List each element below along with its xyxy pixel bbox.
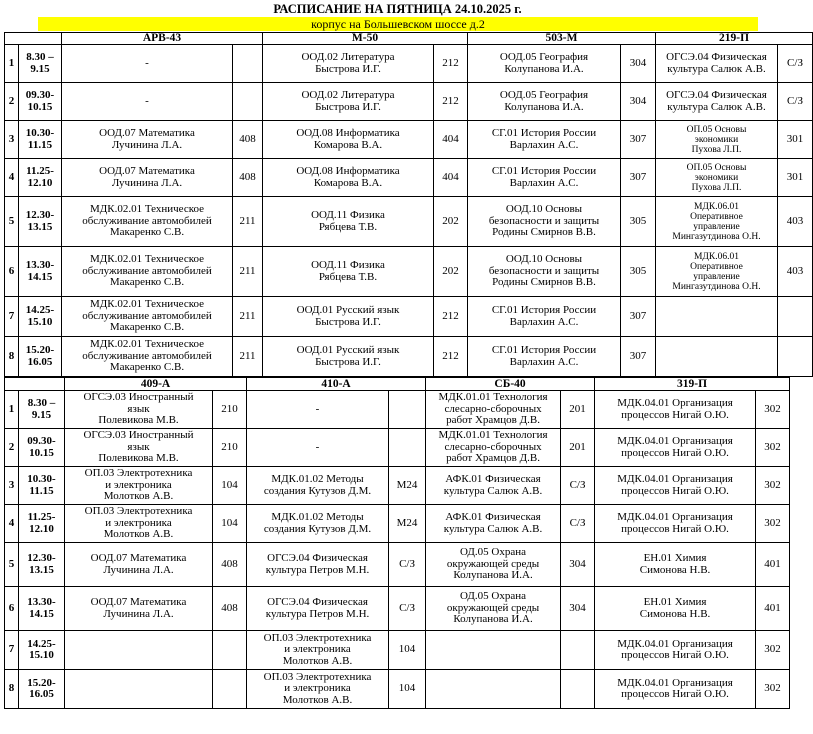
room-cell: 307: [621, 337, 656, 377]
room-cell: 404: [434, 121, 468, 159]
subject-cell: СГ.01 История России Варлахин А.С.: [468, 159, 621, 197]
lesson-number: 8: [5, 670, 19, 709]
room-cell: 211: [233, 297, 263, 337]
room-cell: 304: [561, 543, 595, 587]
room-cell: С/З: [389, 587, 426, 631]
room-cell: 401: [756, 587, 790, 631]
subject-cell: АФК.01 Физическая культура Салюк А.В.: [426, 467, 561, 505]
subject-cell: СГ.01 История России Варлахин А.С.: [468, 297, 621, 337]
subject-cell: -: [247, 391, 389, 429]
subject-cell: ОГСЭ.04 Физическая культура Петров М.Н.: [247, 587, 389, 631]
room-cell: 302: [756, 631, 790, 670]
subject-cell: ОП.03 Электротехника и электроника Молотков А.В.: [65, 467, 213, 505]
subject-cell: МДК.02.01 Техническое обслуживание автомобилей Макаренко С.В.: [62, 297, 233, 337]
subject-cell: ООД.07 Математика Лучинина Л.А.: [65, 543, 213, 587]
room-cell: С/З: [778, 45, 813, 83]
subject-cell: ООД.01 Русский язык Быстрова И.Г.: [263, 297, 434, 337]
subject-cell: ОГСЭ.04 Физическая культура Петров М.Н.: [247, 543, 389, 587]
lesson-time: 13.30- 14.15: [19, 247, 62, 297]
room-cell: 210: [213, 391, 247, 429]
corner-cell: [5, 378, 65, 391]
subject-cell: МДК.04.01 Организация процессов Нигай О.Ю.: [595, 670, 756, 709]
room-cell: 211: [233, 247, 263, 297]
schedule-row: [5, 587, 790, 631]
room-cell: 403: [778, 247, 813, 297]
room-cell: [213, 670, 247, 709]
schedule-row: [5, 670, 790, 709]
schedule-row: [5, 83, 813, 121]
room-cell: 408: [233, 159, 263, 197]
lesson-number: 7: [5, 297, 19, 337]
subject-cell: ООД.02 Литература Быстрова И.Г.: [263, 83, 434, 121]
room-cell: С/З: [389, 543, 426, 587]
subject-cell: [656, 297, 778, 337]
room-cell: М24: [389, 505, 426, 543]
room-cell: 304: [621, 45, 656, 83]
room-cell: С/З: [561, 505, 595, 543]
room-cell: 305: [621, 197, 656, 247]
room-cell: 201: [561, 391, 595, 429]
subject-cell: ООД.11 Физика Рябцева Т.В.: [263, 197, 434, 247]
room-cell: [778, 297, 813, 337]
subject-cell: ЕН.01 Химия Симонова Н.В.: [595, 543, 756, 587]
subject-cell: ООД.05 География Колупанова И.А.: [468, 83, 621, 121]
subject-cell: МДК.01.02 Методы создания Кутузов Д.М.: [247, 505, 389, 543]
lesson-number: 1: [5, 45, 19, 83]
group-header: 319-П: [595, 378, 790, 391]
room-cell: 104: [213, 467, 247, 505]
room-cell: 302: [756, 467, 790, 505]
room-cell: 212: [434, 83, 468, 121]
group-header: 409-А: [65, 378, 247, 391]
lesson-number: 5: [5, 197, 19, 247]
room-cell: 211: [233, 337, 263, 377]
schedule-row: [5, 631, 790, 670]
schedule-row: [5, 543, 790, 587]
room-cell: 307: [621, 159, 656, 197]
room-cell: 301: [778, 121, 813, 159]
subject-cell: ОГСЭ.03 Иностранный язык Полевикова М.В.: [65, 391, 213, 429]
lesson-time: 12.30- 13.15: [19, 543, 65, 587]
room-cell: М24: [389, 467, 426, 505]
lesson-number: 2: [5, 429, 19, 467]
page-title: РАСПИСАНИЕ НА ПЯТНИЦА 24.10.2025 г.: [273, 2, 522, 16]
subject-cell: ООД.08 Информатика Комарова В.А.: [263, 159, 434, 197]
subject-cell: МДК.01.01 Технология слесарно-сборочных работ Храмцов Д.В.: [426, 429, 561, 467]
subject-cell: ООД.07 Математика Лучинина Л.А.: [65, 587, 213, 631]
lesson-number: 3: [5, 121, 19, 159]
subject-cell: ОГСЭ.03 Иностранный язык Полевикова М.В.: [65, 429, 213, 467]
subject-cell: МДК.04.01 Организация процессов Нигай О.Ю.: [595, 391, 756, 429]
schedule-row: [5, 429, 790, 467]
subject-cell: ООД.08 Информатика Комарова В.А.: [263, 121, 434, 159]
room-cell: [233, 83, 263, 121]
subject-cell: [656, 337, 778, 377]
subject-cell: ООД.10 Основы безопасности и защиты Родины Смирнов В.В.: [468, 247, 621, 297]
subject-cell: [426, 631, 561, 670]
schedule-row: [5, 121, 813, 159]
lesson-number: 5: [5, 543, 19, 587]
schedule-row: [5, 391, 790, 429]
room-cell: [233, 45, 263, 83]
subject-cell: ООД.02 Литература Быстрова И.Г.: [263, 45, 434, 83]
subject-cell: МДК.02.01 Техническое обслуживание автомобилей Макаренко С.В.: [62, 337, 233, 377]
lesson-number: 3: [5, 467, 19, 505]
schedule-row: [5, 505, 790, 543]
group-header: СБ-40: [426, 378, 595, 391]
room-cell: [213, 631, 247, 670]
lesson-number: 4: [5, 505, 19, 543]
room-cell: [561, 631, 595, 670]
campus-subtitle: корпус на Большевском шоссе д.2: [38, 17, 758, 31]
room-cell: 212: [434, 297, 468, 337]
schedule-row: [5, 45, 813, 83]
group-header: 410-А: [247, 378, 426, 391]
room-cell: 202: [434, 197, 468, 247]
corner-cell: [5, 33, 62, 45]
room-cell: 104: [389, 631, 426, 670]
room-cell: 202: [434, 247, 468, 297]
room-cell: [561, 670, 595, 709]
room-cell: 408: [213, 587, 247, 631]
lesson-time: 14.25- 15.10: [19, 631, 65, 670]
subject-cell: ОГСЭ.04 Физическая культура Салюк А.В.: [656, 83, 778, 121]
schedule-table-1: [4, 32, 813, 377]
subject-cell: [426, 670, 561, 709]
subject-cell: ОП.03 Электротехника и электроника Молотков А.В.: [65, 505, 213, 543]
lesson-number: 6: [5, 587, 19, 631]
lesson-number: 2: [5, 83, 19, 121]
subject-cell: МДК.04.01 Организация процессов Нигай О.Ю.: [595, 505, 756, 543]
room-cell: 302: [756, 670, 790, 709]
lesson-time: 09.30- 10.15: [19, 83, 62, 121]
subject-cell: ЕН.01 Химия Симонова Н.В.: [595, 587, 756, 631]
subject-cell: -: [62, 45, 233, 83]
lesson-number: 4: [5, 159, 19, 197]
subject-cell: ООД.11 Физика Рябцева Т.В.: [263, 247, 434, 297]
subject-cell: МДК.04.01 Организация процессов Нигай О.Ю.: [595, 467, 756, 505]
subject-cell: ООД.05 География Колупанова И.А.: [468, 45, 621, 83]
lesson-number: 6: [5, 247, 19, 297]
subject-cell: -: [62, 83, 233, 121]
room-cell: 210: [213, 429, 247, 467]
room-cell: 403: [778, 197, 813, 247]
group-header: М-50: [263, 33, 468, 45]
subject-cell: -: [247, 429, 389, 467]
lesson-time: 15.20- 16.05: [19, 670, 65, 709]
lesson-time: 15.20- 16.05: [19, 337, 62, 377]
lesson-number: 1: [5, 391, 19, 429]
group-header: 503-М: [468, 33, 656, 45]
subject-cell: ООД.01 Русский язык Быстрова И.Г.: [263, 337, 434, 377]
room-cell: 307: [621, 297, 656, 337]
subject-cell: ОП.05 Основы экономики Пухова Л.П.: [656, 159, 778, 197]
room-cell: 305: [621, 247, 656, 297]
room-cell: 212: [434, 45, 468, 83]
room-cell: 401: [756, 543, 790, 587]
room-cell: 104: [389, 670, 426, 709]
lesson-number: 7: [5, 631, 19, 670]
room-cell: 408: [233, 121, 263, 159]
subject-cell: ОП.05 Основы экономики Пухова Л.П.: [656, 121, 778, 159]
lesson-time: 13.30- 14.15: [19, 587, 65, 631]
room-cell: [778, 337, 813, 377]
lesson-time: 14.25- 15.10: [19, 297, 62, 337]
room-cell: 302: [756, 505, 790, 543]
schedule-row: [5, 467, 790, 505]
subject-cell: ООД.10 Основы безопасности и защиты Родины Смирнов В.В.: [468, 197, 621, 247]
group-header: АРВ-43: [62, 33, 263, 45]
subject-cell: [65, 631, 213, 670]
schedule-row: [5, 197, 813, 247]
lesson-number: 8: [5, 337, 19, 377]
room-cell: 212: [434, 337, 468, 377]
subject-cell: МДК.02.01 Техническое обслуживание автомобилей Макаренко С.В.: [62, 247, 233, 297]
room-cell: 104: [213, 505, 247, 543]
room-cell: 201: [561, 429, 595, 467]
room-cell: 301: [778, 159, 813, 197]
schedule-row: [5, 297, 813, 337]
schedule-row: [5, 159, 813, 197]
subject-cell: СГ.01 История России Варлахин А.С.: [468, 337, 621, 377]
lesson-time: 09.30- 10.15: [19, 429, 65, 467]
subject-cell: МДК.01.02 Методы создания Кутузов Д.М.: [247, 467, 389, 505]
schedule-row: [5, 337, 813, 377]
room-cell: 304: [621, 83, 656, 121]
room-cell: 211: [233, 197, 263, 247]
lesson-time: 11.25- 12.10: [19, 505, 65, 543]
room-cell: 304: [561, 587, 595, 631]
subject-cell: [65, 670, 213, 709]
subject-cell: ОД.05 Охрана окружающей среды Колупанова И.А.: [426, 543, 561, 587]
subject-cell: МДК.04.01 Организация процессов Нигай О.Ю.: [595, 631, 756, 670]
lesson-time: 12.30- 13.15: [19, 197, 62, 247]
schedule-table-2: [4, 377, 790, 709]
subject-cell: МДК.06.01 Оперативное управление Мингазутдинова О.Н.: [656, 197, 778, 247]
subject-cell: ООД.07 Математика Лучинина Л.А.: [62, 121, 233, 159]
room-cell: 302: [756, 429, 790, 467]
lesson-time: 10.30- 11.15: [19, 467, 65, 505]
lesson-time: 11.25- 12.10: [19, 159, 62, 197]
room-cell: [389, 391, 426, 429]
lesson-time: 10.30- 11.15: [19, 121, 62, 159]
subject-cell: МДК.02.01 Техническое обслуживание автомобилей Макаренко С.В.: [62, 197, 233, 247]
room-cell: 404: [434, 159, 468, 197]
room-cell: 307: [621, 121, 656, 159]
subject-cell: ОП.03 Электротехника и электроника Молотков А.В.: [247, 670, 389, 709]
schedule-row: [5, 247, 813, 297]
subject-cell: ОП.03 Электротехника и электроника Молотков А.В.: [247, 631, 389, 670]
subject-cell: СГ.01 История России Варлахин А.С.: [468, 121, 621, 159]
subject-cell: ОД.05 Охрана окружающей среды Колупанова И.А.: [426, 587, 561, 631]
lesson-time: 8.30 – 9.15: [19, 45, 62, 83]
lesson-time: 8.30 – 9.15: [19, 391, 65, 429]
subject-cell: МДК.04.01 Организация процессов Нигай О.Ю.: [595, 429, 756, 467]
subject-cell: МДК.06.01 Оперативное управление Мингазутдинова О.Н.: [656, 247, 778, 297]
room-cell: С/З: [778, 83, 813, 121]
group-header: 219-П: [656, 33, 813, 45]
room-cell: [389, 429, 426, 467]
subject-cell: ОГСЭ.04 Физическая культура Салюк А.В.: [656, 45, 778, 83]
subject-cell: АФК.01 Физическая культура Салюк А.В.: [426, 505, 561, 543]
subject-cell: ООД.07 Математика Лучинина Л.А.: [62, 159, 233, 197]
room-cell: 408: [213, 543, 247, 587]
room-cell: 302: [756, 391, 790, 429]
subject-cell: МДК.01.01 Технология слесарно-сборочных работ Храмцов Д.В.: [426, 391, 561, 429]
room-cell: С/З: [561, 467, 595, 505]
